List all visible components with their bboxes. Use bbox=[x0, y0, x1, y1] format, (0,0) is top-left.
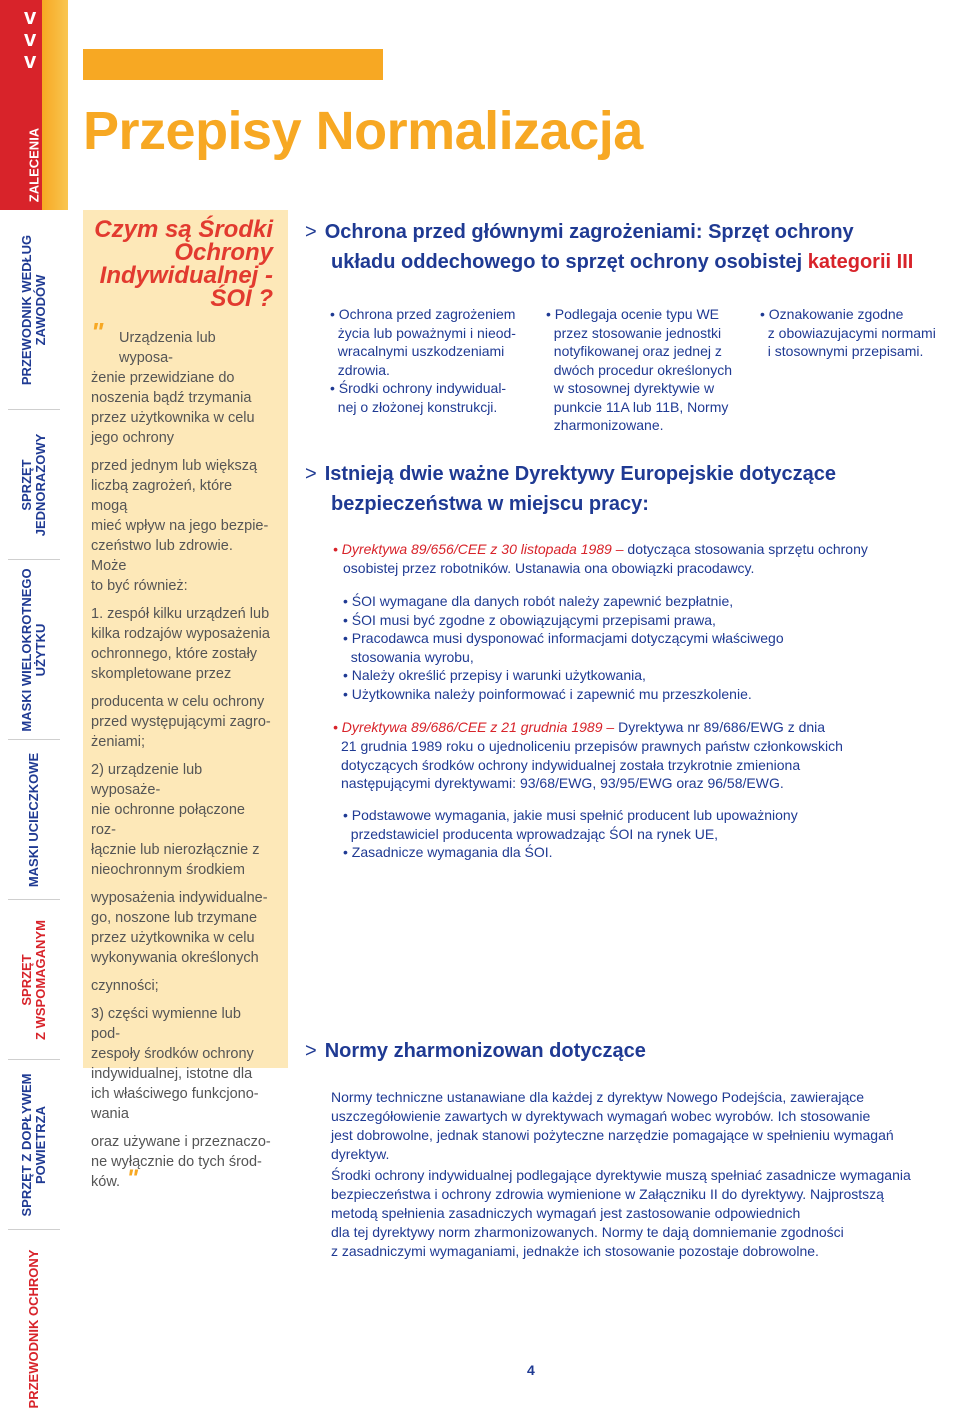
bullet-item: • Użytkownika należy poinformować i zapewnić mu przeszkolenie. bbox=[343, 685, 752, 702]
paragraph-line: Środki ochrony indywidualnej podlegające dyrektywie muszą spełniać zasadnicze wymagania bbox=[331, 1167, 911, 1183]
quote-text: nie ochronne połączone roz- bbox=[91, 802, 245, 838]
quote-text: indywidualnej, istotne dla bbox=[91, 1066, 253, 1082]
paragraph-line: uszczegółowienie zawartych w dyrektywach wymagań wobec wyrobów. Ich stosowanie bbox=[331, 1108, 871, 1124]
quote-text: przed występującymi zagro- bbox=[91, 714, 271, 730]
quote-line bbox=[91, 712, 271, 732]
column-line: zharmonizowane. bbox=[546, 417, 664, 433]
quote-line bbox=[91, 976, 271, 996]
heading-line: Ochrona przed głównymi zagrożeniami: Sprzęt ochrony bbox=[324, 221, 854, 243]
bullet-item: • Pracodawca musi dysponować informacjami dotyczącymi właściwego bbox=[343, 630, 784, 646]
quote-line bbox=[91, 664, 271, 684]
quote-text: skompletowane przez bbox=[91, 666, 232, 682]
quote-line bbox=[91, 408, 271, 428]
sidebar-tab-sprzet-z-wspomaganym[interactable] bbox=[0, 900, 68, 1060]
quote-text: mieć wpływ na jego bezpie- bbox=[91, 518, 269, 534]
quote-text: żeniami; bbox=[91, 734, 145, 750]
sidebar-tab-sprzet-jednorazowy[interactable] bbox=[0, 410, 68, 560]
column-1 bbox=[330, 305, 530, 416]
column-line: punkcie 11A lub 11B, Normy bbox=[546, 398, 729, 415]
arrow-icon: > bbox=[305, 221, 317, 243]
column-line: w stosownej dyrektywie w bbox=[546, 380, 715, 396]
column-line: przez stosowanie jednostki bbox=[546, 324, 722, 341]
heading-line: Normy zharmonizowan dotyczące bbox=[324, 1040, 646, 1062]
paragraph-line: z zasadniczymi wymaganiami, jednakże ich stosowanie pozostaje dobrowolne. bbox=[331, 1243, 819, 1259]
directive-1-name: • Dyrektywa 89/656/CEE z 30 listopada 1989 – bbox=[333, 541, 624, 557]
category-highlight: kategorii III bbox=[807, 251, 914, 273]
directive-2-lines bbox=[341, 737, 931, 793]
column-2 bbox=[546, 305, 746, 435]
quote-text: oraz używane i przeznaczo- bbox=[91, 1134, 271, 1150]
column-line: • Oznakowanie zgodne bbox=[760, 306, 904, 322]
heading-line: Istnieją dwie ważne Dyrektywy Europejskie dotyczące bbox=[324, 463, 837, 485]
quote-text: wania bbox=[91, 1106, 129, 1122]
quote-text: to być również: bbox=[91, 578, 188, 594]
column-3 bbox=[760, 305, 960, 361]
quote-text: ochronnego, które zostały bbox=[91, 646, 258, 662]
directive-line: 21 grudnia 1989 roku o ujednoliceniu przepisów prawnych państw członkowskich bbox=[341, 738, 843, 754]
quote-line bbox=[91, 576, 271, 596]
arrow-icon: > bbox=[305, 1040, 317, 1062]
quote-text: ich właściwego funkcjono- bbox=[91, 1086, 259, 1102]
quote-text: noszenia bądź trzymania bbox=[91, 390, 252, 406]
sidebar-tab-label: SPRZĘT Z WSPOMAGANYM bbox=[19, 920, 48, 1040]
quote-line bbox=[91, 1064, 271, 1084]
column-line: zdrowia. bbox=[330, 361, 390, 378]
sidebar-logo-strip bbox=[0, 0, 68, 210]
quote-text: czynności; bbox=[91, 978, 159, 994]
sidebar-tab-sprzet-z-doplywem[interactable] bbox=[0, 1060, 68, 1230]
quote-line bbox=[91, 840, 271, 860]
quote-line bbox=[91, 644, 271, 664]
quote-line bbox=[91, 317, 271, 368]
column-line: wracalnymi uszkodzeniami bbox=[330, 343, 505, 359]
quote-text: przez użytkownika w celu bbox=[91, 410, 255, 426]
column-line: z obowiazujacymi normami bbox=[760, 324, 936, 341]
quote-text: ków. bbox=[91, 1174, 121, 1190]
page-title: Przepisy Normalizacja bbox=[83, 101, 643, 161]
bullet-item: • Należy określić przepisy i warunki użytkowania, bbox=[343, 667, 646, 683]
column-line: nej o złożonej konstrukcji. bbox=[330, 398, 498, 415]
paragraph-line: dla tej dyrektywy norm zharmonizowanych. Normy te dają domniemanie zgodności bbox=[331, 1224, 844, 1240]
section-heading-normy bbox=[305, 1036, 955, 1066]
directive-1 bbox=[333, 540, 933, 578]
quote-line bbox=[91, 888, 271, 908]
sidebar-tab-przewodnik-ochrony[interactable] bbox=[0, 1230, 68, 1427]
quote-text: przez użytkownika w celu bbox=[91, 930, 255, 946]
column-line: notyfikowanej oraz jednej z bbox=[546, 343, 722, 359]
quote-line bbox=[91, 928, 271, 948]
quote-line bbox=[91, 908, 271, 928]
quote-text: ne wyłącznie do tych środ- bbox=[91, 1154, 262, 1170]
heading-line: bezpieczeństwa w miejscu pracy: bbox=[331, 493, 649, 515]
directive-2-text: Dyrektywa nr 89/686/EWG z dnia bbox=[618, 719, 826, 735]
quote-text: 3) części wymienne lub pod- bbox=[91, 1006, 241, 1042]
paragraph-line: Normy techniczne ustanawiane dla każdej z dyrektyw Nowego Podejścia, zawierające bbox=[331, 1089, 865, 1105]
quote-line bbox=[91, 536, 271, 576]
quote-line bbox=[91, 948, 271, 968]
column-line: i stosownymi przepisami. bbox=[760, 343, 924, 359]
quote-text: wyposażenia indywidualne- bbox=[91, 890, 268, 906]
page-number: 4 bbox=[527, 1362, 535, 1378]
directive-1-bullets bbox=[343, 592, 933, 703]
sidebar-tab-maski-ucieczkowe[interactable] bbox=[0, 740, 68, 900]
quote-text: jego ochrony bbox=[91, 430, 175, 446]
open-quote-icon: " bbox=[91, 317, 104, 347]
quote-text: przed jednym lub większą bbox=[91, 458, 258, 474]
sidebar-tab-label: MASKI UCIECZKOWE bbox=[26, 752, 41, 888]
quote-line bbox=[91, 476, 271, 516]
header-orange-bar bbox=[83, 49, 383, 80]
directive-line: dotyczących środków ochrony indywidualnej została trzykrotnie zmieniona bbox=[341, 756, 801, 773]
paragraph-line: jest dobrowolne, jednak stanowi pożyteczne narzędzie pomagające w spełnieniu wymagań bbox=[331, 1127, 894, 1143]
v-marks: v v v bbox=[24, 4, 37, 73]
quote-line bbox=[91, 732, 271, 752]
directive-line: następującymi dyrektywami: 93/68/EWG, 93/95/EWG oraz 96/58/EWG. bbox=[341, 775, 784, 791]
directive-2 bbox=[333, 718, 933, 737]
quote-line bbox=[91, 1084, 271, 1104]
bullet-item: • ŚOI wymagane dla danych robót należy zapewnić bezpłatnie, bbox=[343, 593, 734, 609]
quote-line bbox=[91, 624, 271, 644]
sidebar-nav bbox=[0, 0, 68, 1427]
quote-line bbox=[91, 860, 271, 880]
quote-line bbox=[91, 1152, 271, 1172]
normy-paragraph-1 bbox=[331, 1088, 931, 1164]
directive-1-text: osobistej przez robotników. Ustanawia ona obowiązki pracodawcy. bbox=[343, 560, 755, 576]
quote-line bbox=[91, 1044, 271, 1064]
paragraph-line: dyrektyw. bbox=[331, 1146, 390, 1162]
directive-2-bullets bbox=[343, 806, 933, 862]
column-line: dwóch procedur określonych bbox=[546, 361, 732, 378]
sidebar-tab-przewodnik-wedlug-zawodow[interactable] bbox=[0, 210, 68, 410]
close-quote-icon: " bbox=[120, 1165, 139, 1192]
quote-line bbox=[91, 388, 271, 408]
sidebar-tab-label: PRZEWODNIK WEDŁUG ZAWODÓW bbox=[19, 234, 48, 386]
quote-text: czeństwo lub zdrowie. Może bbox=[91, 538, 233, 574]
column-line: • Ochrona przed zagrożeniem bbox=[330, 306, 516, 322]
sidebar-tab-label: PRZEWODNIK OCHRONY bbox=[26, 1249, 41, 1408]
bullet-item: • Podstawowe wymagania, jakie musi spełnić producent lub upoważniony bbox=[343, 807, 798, 823]
quote-line bbox=[91, 1132, 271, 1152]
quote-text: żenie przewidziane do bbox=[91, 370, 235, 386]
quote-text: producenta w celu ochrony bbox=[91, 694, 265, 710]
section-heading-dyrektywy bbox=[305, 459, 955, 519]
paragraph-line: metodą spełnienia zasadniczych wymagań jest zastosowanie odpowiednich bbox=[331, 1205, 801, 1221]
sidebar-tab-maski-wielokrotnego[interactable] bbox=[0, 560, 68, 740]
quote-line bbox=[91, 604, 271, 624]
directive-2-name: • Dyrektywa 89/686/CEE z 21 grudnia 1989 – bbox=[333, 719, 615, 735]
quote-text: Urządzenia lub wyposa- bbox=[119, 330, 216, 366]
quote-text: liczbą zagrożeń, które mogą bbox=[91, 478, 233, 514]
quote-text: kilka rodzajów wyposażenia bbox=[91, 626, 270, 642]
paragraph-line: bezpieczeństwa i ochrony zdrowia wymienione w Załączniku II do dyrektywy. Najprostszą bbox=[331, 1186, 884, 1202]
quote-text: wykonywania określonych bbox=[91, 950, 259, 966]
quote-line bbox=[91, 516, 271, 536]
quote-text: łącznie lub nierozłącznie z bbox=[91, 842, 260, 858]
quote-line bbox=[91, 692, 271, 712]
quote-line bbox=[91, 456, 271, 476]
quote-text: 1. zespół kilku urządzeń lub bbox=[91, 606, 270, 622]
bullet-item: • ŚOI musi być zgodne z obowiązującymi przepisami prawa, bbox=[343, 611, 716, 628]
definition-box bbox=[83, 210, 288, 1192]
arrow-icon: > bbox=[305, 463, 317, 485]
normy-paragraph-2 bbox=[331, 1166, 931, 1261]
sidebar-tab-zalecenia[interactable]: ZALECENIA bbox=[26, 127, 42, 203]
quote-line bbox=[91, 1004, 271, 1044]
sidebar-tab-label: MASKI WIELOKROTNEGO UŻYTKU bbox=[19, 568, 48, 732]
quote-line bbox=[91, 368, 271, 388]
quote-text: 2) urządzenie lub wyposaże- bbox=[91, 762, 203, 798]
section-heading-ochrona bbox=[305, 217, 955, 277]
heading-line: układu oddechowego to sprzęt ochrony osobistej bbox=[331, 251, 803, 273]
quote-text: nieochronnym środkiem bbox=[91, 862, 245, 878]
definition-quote bbox=[91, 317, 271, 1192]
column-line: • Podlegaja ocenie typu WE bbox=[546, 306, 720, 322]
bullet-item: • Zasadnicze wymagania dla ŚOI. bbox=[343, 844, 553, 860]
bullet-item: przedstawiciel producenta wprowadzając ŚOI na rynek UE, bbox=[343, 825, 719, 842]
quote-line bbox=[91, 800, 271, 840]
sidebar-tab-label: SPRZĘT Z DOPŁYWEM POWIETRZA bbox=[19, 1073, 48, 1217]
quote-line bbox=[91, 1104, 271, 1124]
column-line: życia lub poważnymi i nieod- bbox=[330, 324, 516, 341]
quote-text: go, noszone lub trzymane bbox=[91, 910, 258, 926]
directive-1-text: dotycząca stosowania sprzętu ochrony bbox=[627, 541, 868, 557]
quote-line bbox=[91, 1165, 271, 1192]
definition-heading: Czym są Środki Ochrony Indywidualnej - ŚOI ? bbox=[94, 216, 273, 312]
sidebar-tab-label: SPRZĘT JEDNORAZOWY bbox=[19, 433, 48, 537]
quote-line bbox=[91, 760, 271, 800]
quote-line bbox=[91, 428, 271, 448]
quote-text: zespoły środków ochrony bbox=[91, 1046, 254, 1062]
bullet-item: stosowania wyrobu, bbox=[343, 648, 474, 665]
column-line: • Środki ochrony indywidual- bbox=[330, 380, 507, 396]
